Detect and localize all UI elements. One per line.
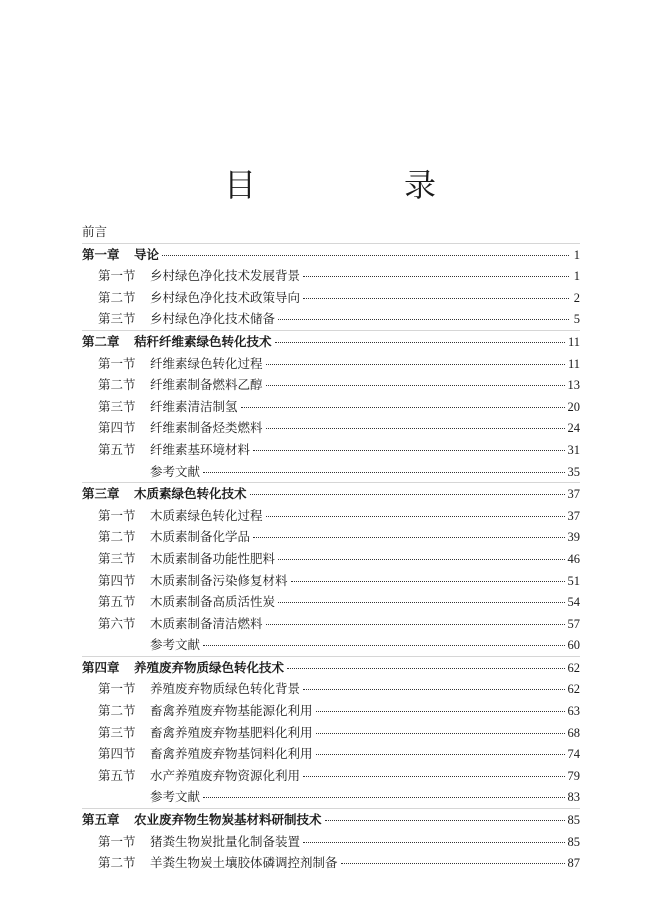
toc-entry-title: 猪粪生物炭批量化制备装置 [150,833,301,849]
toc-section-entry[interactable] [82,700,580,722]
toc-entry-page-number: 20 [567,399,580,414]
toc-entry-label: 第五节 [98,441,136,457]
toc-entry-page-number: 24 [567,421,580,436]
toc-entry-page-number: 11 [567,356,580,371]
toc-entry-page-number: 87 [567,856,580,871]
toc-entry-page-number: 63 [567,704,580,719]
toc-entry-title: 养殖废弃物质绿色转化背景 [150,681,301,697]
toc-leader-dots [203,797,564,798]
toc-section-entry[interactable] [82,287,580,309]
toc-leader-dots [266,516,565,517]
toc-entry-label: 第四节 [98,746,136,762]
toc-entry-title: 木质素绿色转化过程 [150,507,263,523]
toc-entry-page-number: 1 [573,269,580,284]
toc-section-entry[interactable] [82,634,580,656]
toc-section-entry[interactable] [82,417,580,439]
toc-entry-title: 木质素制备污染修复材料 [150,572,288,588]
toc-entry-page-number: 85 [567,813,580,828]
toc-section-entry[interactable] [82,743,580,765]
toc-entry-page-number: 54 [567,595,580,610]
toc-leader-dots [303,689,564,690]
toc-leader-dots [291,581,565,582]
toc-chapter-entry[interactable] [82,330,580,353]
toc-entry-title: 乡村绿色净化技术政策导向 [150,289,301,305]
toc-section-entry[interactable] [82,722,580,744]
toc-entry-page-number: 13 [567,378,580,393]
toc-section-entry[interactable] [82,613,580,635]
toc-leader-dots [275,342,565,343]
toc-entry-title: 养殖废弃物质绿色转化技术 [134,659,285,675]
toc-preface[interactable] [82,221,580,243]
toc-entry-label: 第四节 [98,572,136,588]
toc-entry-page-number: 11 [567,334,580,349]
toc-entry-page-number: 60 [567,638,580,653]
toc-section-entry[interactable] [82,786,580,808]
toc-leader-dots [162,255,569,256]
toc-entry-label: 第三节 [98,550,136,566]
toc-chapter-entry[interactable] [82,243,580,266]
toc-leader-dots [316,733,565,734]
toc-entry-label: 第一章 [82,246,120,262]
toc-entry-page-number: 62 [567,682,580,697]
toc-entry-title: 木质素制备功能性肥料 [150,550,276,566]
toc-entry-label: 第二节 [98,529,136,545]
toc-section-entry[interactable] [82,831,580,853]
toc-leader-dots [303,298,569,299]
toc-section-entry[interactable] [82,852,580,874]
toc-entry-label: 第二节 [98,289,136,305]
toc-entry-title: 木质素制备高质活性炭 [150,594,276,610]
toc-entry-page-number: 39 [567,530,580,545]
toc-entry-page-number: 62 [567,660,580,675]
toc-entry-page-number: 1 [573,247,580,262]
toc-entry-label: 第四节 [98,420,136,436]
toc-entry-title: 纤维素绿色转化过程 [150,355,263,371]
toc-leader-dots [253,537,564,538]
toc-entry-title: 纤维素清洁制氢 [150,398,238,414]
toc-section-entry[interactable] [82,570,580,592]
toc-entry-label: 第一节 [98,681,136,697]
toc-entry-page-number: 2 [573,290,580,305]
toc-entry-label: 第六节 [98,615,136,631]
toc-entry-label: 第五节 [98,594,136,610]
toc-leader-dots [278,319,569,320]
toc-entry-label: 第二节 [98,855,136,871]
toc-entry-page-number: 37 [567,508,580,523]
toc-chapter-entry[interactable] [82,656,580,679]
toc-entry-title: 纤维素基环境材料 [150,441,251,457]
toc-leader-dots [287,668,564,669]
toc-leader-dots [303,276,569,277]
toc-leader-dots [266,428,565,429]
toc-entry-title: 乡村绿色净化技术发展背景 [150,268,301,284]
toc-section-entry[interactable] [82,678,580,700]
toc-leader-dots [241,407,565,408]
toc-entry-page-number: 46 [567,551,580,566]
toc-entry-label: 第二章 [82,333,120,349]
toc-entry-title: 木质素绿色转化技术 [134,486,247,502]
toc-section-entry[interactable] [82,308,580,330]
toc-entry-label: 第一节 [98,268,136,284]
toc-section-entry[interactable] [82,353,580,375]
toc-entry-label: 第三节 [98,724,136,740]
toc-leader-dots [303,842,564,843]
toc-entry-title: 参考文献 [150,637,201,653]
toc-entry-label: 第一节 [98,833,136,849]
toc-entry-label: 第四章 [82,659,120,675]
toc-entry-label: 第三节 [98,398,136,414]
toc-entry-title: 导论 [134,246,160,262]
toc-entry-title: 乡村绿色净化技术储备 [150,311,276,327]
toc-entry-page-number: 79 [567,768,580,783]
toc-section-entry[interactable] [82,526,580,548]
toc-entry-label: 第一节 [98,507,136,523]
toc-entry-page-number: 35 [567,464,580,479]
toc-entry-page-number: 51 [567,573,580,588]
toc-entry-title: 水产养殖废弃物资源化利用 [150,767,301,783]
toc-section-entry[interactable] [82,505,580,527]
toc-leader-dots [316,711,565,712]
toc-entry-label: 第一节 [98,355,136,371]
toc-leader-dots [325,820,565,821]
toc-entry-page-number: 83 [567,790,580,805]
toc-entry-page-number: 31 [567,442,580,457]
toc-entry-label: 第二节 [98,703,136,719]
toc-leader-dots [278,602,564,603]
toc-leader-dots [278,559,564,560]
toc-entry-page-number: 5 [573,312,580,327]
toc-entry-title: 参考文献 [150,789,201,805]
toc-section-entry[interactable] [82,461,580,483]
toc-leader-dots [203,472,564,473]
toc-leader-dots [253,450,564,451]
toc-leader-dots [341,863,565,864]
toc-entry-title: 木质素制备清洁燃料 [150,615,263,631]
toc-entry-title: 木质素制备化学品 [150,529,251,545]
toc-leader-dots [266,624,565,625]
toc-section-entry[interactable] [82,265,580,287]
toc-entry-title: 秸秆纤维素绿色转化技术 [134,333,272,349]
toc-entry-page-number: 37 [567,487,580,502]
toc-chapter-entry[interactable] [82,482,580,505]
toc-entry-title: 参考文献 [150,463,201,479]
table-of-contents [82,221,580,874]
toc-entry-page-number: 74 [567,747,580,762]
toc-section-entry[interactable] [82,374,580,396]
toc-preface-title: 前言 [82,224,108,239]
toc-entry-title: 畜禽养殖废弃物基肥料化利用 [150,724,313,740]
toc-section-entry[interactable] [82,765,580,787]
toc-entry-page-number: 57 [567,616,580,631]
toc-entry-title: 纤维素制备燃料乙醇 [150,377,263,393]
toc-entry-page-number: 85 [567,834,580,849]
toc-section-entry[interactable] [82,396,580,418]
toc-entry-title: 畜禽养殖废弃物基饲料化利用 [150,746,313,762]
toc-leader-dots [316,754,565,755]
toc-leader-dots [266,385,565,386]
toc-section-entry[interactable] [82,591,580,613]
toc-entry-label: 第三章 [82,486,120,502]
toc-leader-dots [303,776,564,777]
toc-entry-title: 纤维素制备烃类燃料 [150,420,263,436]
toc-entry-page-number: 68 [567,725,580,740]
toc-entry-title: 农业废弃物生物炭基材料研制技术 [134,812,322,828]
toc-entry-label: 第三节 [98,311,136,327]
toc-chapter-entry[interactable] [82,808,580,831]
page-title: 目 录 [223,166,494,204]
toc-entry-label: 第五章 [82,812,120,828]
toc-leader-dots [203,645,564,646]
toc-entry-title: 畜禽养殖废弃物基能源化利用 [150,703,313,719]
toc-section-entry[interactable] [82,548,580,570]
toc-entry-label: 第二节 [98,377,136,393]
toc-leader-dots [250,494,565,495]
toc-section-entry[interactable] [82,439,580,461]
toc-leader-dots [266,364,565,365]
toc-entry-label: 第五节 [98,767,136,783]
toc-entry-title: 羊粪生物炭土壤胶体磷调控剂制备 [150,855,338,871]
